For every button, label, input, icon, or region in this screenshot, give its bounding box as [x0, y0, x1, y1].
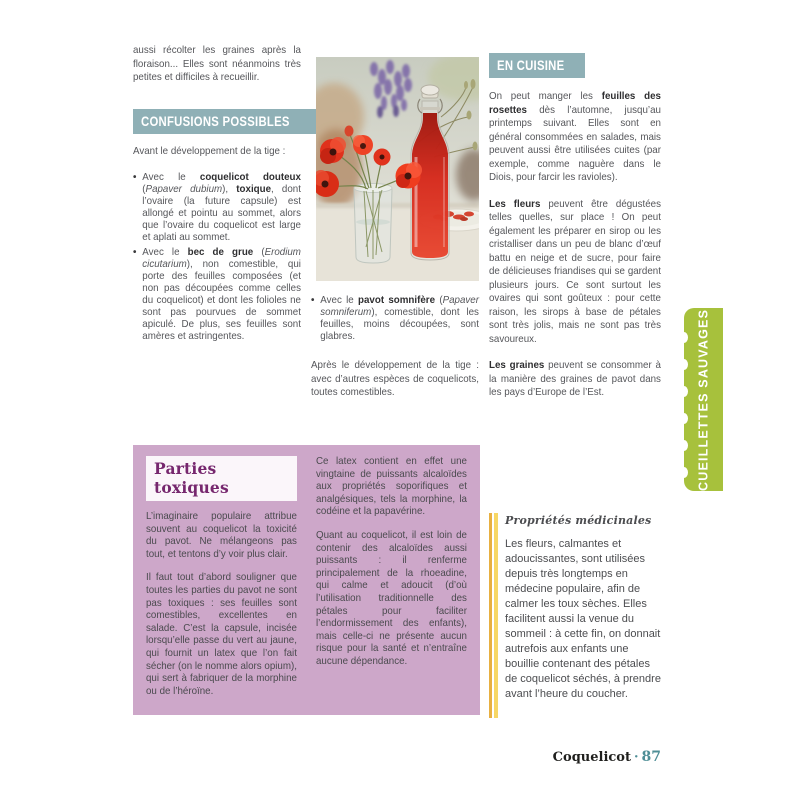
toxic-paragraph-2: Il faut tout d’abord souligner que toutes les parties du pavot ne sont pas toxiques : ses feuilles sont comestibles, excellentes en salade. C’est la capsule, incisée lorsqu’elle passe du vert au jaune, qui fournit un latex que l’on fait sécher (on le nomme alors opium), qui sert à fabriquer de la morphine ou de l’héroïne. — [146, 571, 297, 697]
cuisine-paragraph-flowers: Les fleurs peuvent être dégustées telles quelles, sur place ! On peut également les préparer en sirop ou les cristalliser dans un peu de blanc d’œuf battu en neige et de sucre, pour faire de délicieuses friandises qui se gardent plusieurs jours. Ce sont surtout les ovaires qui sont goûteux : pour cette raison, les sirops à base de pétales sont très jolis, mais ne sont pas très savoureux. — [489, 197, 661, 345]
toxic-box-column-1 — [146, 455, 297, 708]
poppy-syrup-photo — [316, 57, 479, 281]
after-stem-paragraph: Après le développement de la tige : avec d’autres espèces de coquelicots, toutes comestibles. — [311, 359, 479, 398]
cuisine-paragraph-leaves: On peut manger les feuilles des rosettes dès l’automne, jusqu’au printemps suivant. Elles sont en général consommées en salades, mais peuvent aussi être utilisées cuites (par exemple, comme naguère dans le Diois, pour farcir les ravioles). — [489, 90, 661, 183]
medicinal-paragraph: Les fleurs, calmantes et adoucissantes, sont utilisées depuis très longtemps en médecine populaire, afin de calmer les toux sèches. Elles facilitent aussi la venue du sommeil : à cette fin, on donnait autrefois aux enfants une bouillie contenant des pétales de coquelicot séchés, à prendre avant l’heure du coucher. — [505, 538, 661, 700]
left-column — [133, 44, 301, 345]
toxic-box-column-2 — [316, 455, 467, 708]
medicinal-title: Propriétés médicinales — [505, 514, 652, 527]
toxic-paragraph-1: L’imaginaire populaire attribue souvent au coquelicot la toxicité du pavot. Ne mélangeons pas tout, et tentons d’y voir plus clair. — [146, 510, 297, 560]
page-footer — [489, 749, 661, 765]
photo-caption-list — [311, 294, 479, 342]
poppy-syrup-photo-illustration — [316, 57, 479, 281]
intro-paragraph: aussi récolter les graines après la floraison... Elles sont néanmoins très petites et difficiles à recueillir. — [133, 44, 301, 83]
section-header-label: CONFUSIONS POSSIBLES — [141, 113, 290, 129]
section-header-cuisine — [489, 53, 585, 78]
page-number: 87 — [641, 749, 661, 765]
caption-pavot-somnifere: • Avec le pavot somnifère (Papaver somniferum), comestible, dont les feuilles, moins découpées, sont glabres. — [311, 294, 479, 342]
cuisine-paragraph-seeds: Les graines peuvent se consommer à la manière des graines de pavot dans les pays d’Europe de l’Est. — [489, 359, 661, 398]
toxic-box-title: Parties toxiques — [146, 456, 297, 501]
chapter-tab-cueillettes-sauvages — [684, 308, 723, 491]
toxic-parts-box — [133, 445, 480, 715]
medicinal-properties-section — [489, 513, 665, 718]
bullet-item-bec-de-grue: • Avec le bec de grue (Erodium cicutarium), non comestible, qui porte des feuilles composées (et non pas découpées comme celles du coquelicot) et dont les folioles ne sont pas pourvues de sommet apiculé. De plus, ses feuilles sont amères et astringentes. — [133, 246, 301, 342]
toxic-paragraph-4: Quant au coquelicot, il est loin de contenir des alcaloïdes aussi puissants : il renferme principalement de la rhoeadine, qui calme et adoucit (d’où l’utilisation traditionnelle des pétales pour faciliter l’endormissement des enfants), mais celle-ci ne présente aucun risque pour la santé et n’entraîne aucune dépendance. — [316, 528, 467, 667]
right-column — [489, 53, 661, 413]
footer-book-label: Coquelicot — [552, 750, 631, 765]
section-header-label: EN CUISINE — [497, 58, 565, 73]
lead-paragraph: Avant le développement de la tige : — [133, 144, 286, 157]
toxic-paragraph-3: Ce latex contient en effet une vingtaine de puissants alcaloïdes aux propriétés soporifiques et analgésiques, tels la morphine, la codéine et la papavérine. — [316, 455, 467, 518]
middle-column — [311, 294, 479, 400]
chapter-tab-label: CUEILLETTES SAUVAGES — [696, 308, 711, 491]
section-header-confusions — [133, 109, 326, 134]
footer-separator: · — [633, 750, 639, 765]
confusion-bullet-list — [133, 171, 301, 342]
bullet-item-coquelicot-douteux: • Avec le coquelicot douteux (Papaver dubium), toxique, dont l’ovaire (la future capsule) est allongé et pointu au sommet, alors que l’ovaire du coquelicot est large et aplati au sommet. — [133, 171, 301, 243]
